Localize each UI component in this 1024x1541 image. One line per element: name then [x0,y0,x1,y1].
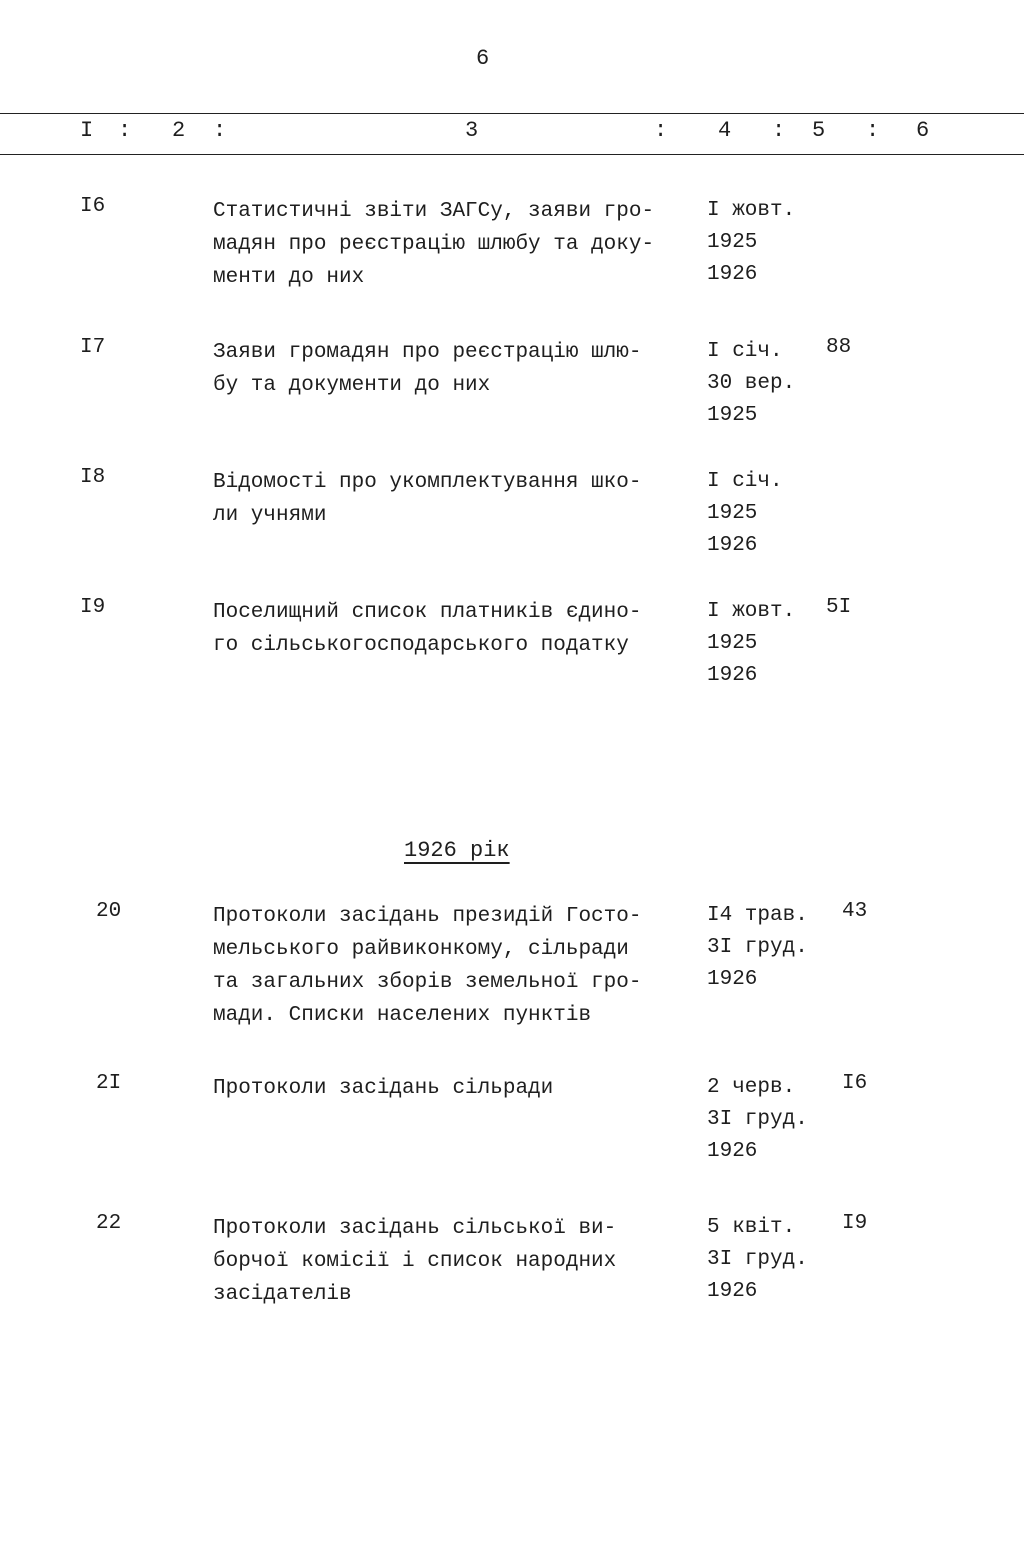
column-header-4: 4 [718,118,732,143]
row-date-line: 1926 [707,968,758,991]
column-separator: : [866,118,880,143]
header-top-rule [0,113,1024,114]
row-title [213,466,683,532]
row-title [213,195,683,294]
row-title-line: Заяви громадян про реєстрацію шлю- [213,341,642,364]
row-date-line: 1926 [707,1280,758,1303]
column-header-2: 2 [172,118,186,143]
row-number: 22 [96,1212,122,1235]
row-title-line: засідателів [213,1283,352,1306]
row-title-line: борчої комісії і список народних [213,1250,617,1273]
row-date-line: I жовт. [707,199,796,222]
row-date-line: 1925 [707,502,758,525]
row-title-line: Поселищний список платників єдино- [213,601,642,624]
row-title-line: бу та документи до них [213,374,491,397]
row-date-line: I4 трав. [707,904,808,927]
row-title-line: та загальних зборів земельної гро- [213,971,642,994]
column-separator: : [118,118,132,143]
row-number: 2I [96,1072,122,1095]
column-separator: : [213,118,227,143]
row-date-line: 1926 [707,263,758,286]
row-title [213,1072,683,1105]
row-dates [707,336,795,432]
row-count: 5I [826,596,852,619]
section-title: 1926 рік [404,838,510,863]
column-header-1: I [80,118,94,143]
row-title-line: менти до них [213,266,365,289]
row-title-line: го сільськогосподарського податку [213,634,629,657]
row-date-line: 30 вер. [707,372,796,395]
row-number: I8 [80,466,106,489]
column-header-5: 5 [812,118,826,143]
row-dates [707,1212,808,1308]
page-number: 6 [476,46,490,71]
row-date-line: 3I груд. [707,1108,808,1131]
row-title-line: Відомості про укомплектування шко- [213,471,642,494]
row-title-line: Протоколи засідань президій Госто- [213,905,642,928]
row-date-line: 1925 [707,231,758,254]
row-title [213,336,683,402]
row-title-line: мадян про реєстрацію шлюбу та доку- [213,233,655,256]
row-date-line: I січ. [707,470,783,493]
column-separator: : [654,118,668,143]
row-title-line: Статистичні звіти ЗАГСу, заяви гро- [213,200,655,223]
row-dates [707,195,795,291]
row-date-line: 1926 [707,664,758,687]
row-number: 20 [96,900,122,923]
row-number: I9 [80,596,106,619]
row-date-line: 1926 [707,534,758,557]
row-count: I6 [842,1072,868,1095]
row-date-line: 2 черв. [707,1076,796,1099]
row-date-line: I січ. [707,340,783,363]
row-date-line: 3I груд. [707,936,808,959]
row-dates [707,596,795,692]
row-title [213,1212,683,1311]
row-title-line: мельського райвиконкому, сільради [213,938,629,961]
row-number: I6 [80,195,106,218]
row-date-line: 1925 [707,632,758,655]
row-dates [707,466,783,562]
header-bottom-rule [0,154,1024,155]
column-separator: : [772,118,786,143]
column-header-6: 6 [916,118,930,143]
row-number: I7 [80,336,106,359]
row-date-line: 5 квіт. [707,1216,796,1239]
row-count: 43 [842,900,868,923]
row-date-line: I жовт. [707,600,796,623]
row-date-line: 3I груд. [707,1248,808,1271]
row-date-line: 1925 [707,404,758,427]
row-date-line: 1926 [707,1140,758,1163]
row-title-line: Протоколи засідань сільської ви- [213,1217,617,1240]
row-title [213,596,683,662]
row-dates [707,1072,808,1168]
row-count: I9 [842,1212,868,1235]
row-title-line: мади. Списки населених пунктів [213,1004,592,1027]
row-title-line: Протоколи засідань сільради [213,1077,554,1100]
row-dates [707,900,808,996]
row-title-line: ли учнями [213,504,327,527]
column-header-3: 3 [465,118,479,143]
row-count: 88 [826,336,852,359]
row-title [213,900,683,1032]
